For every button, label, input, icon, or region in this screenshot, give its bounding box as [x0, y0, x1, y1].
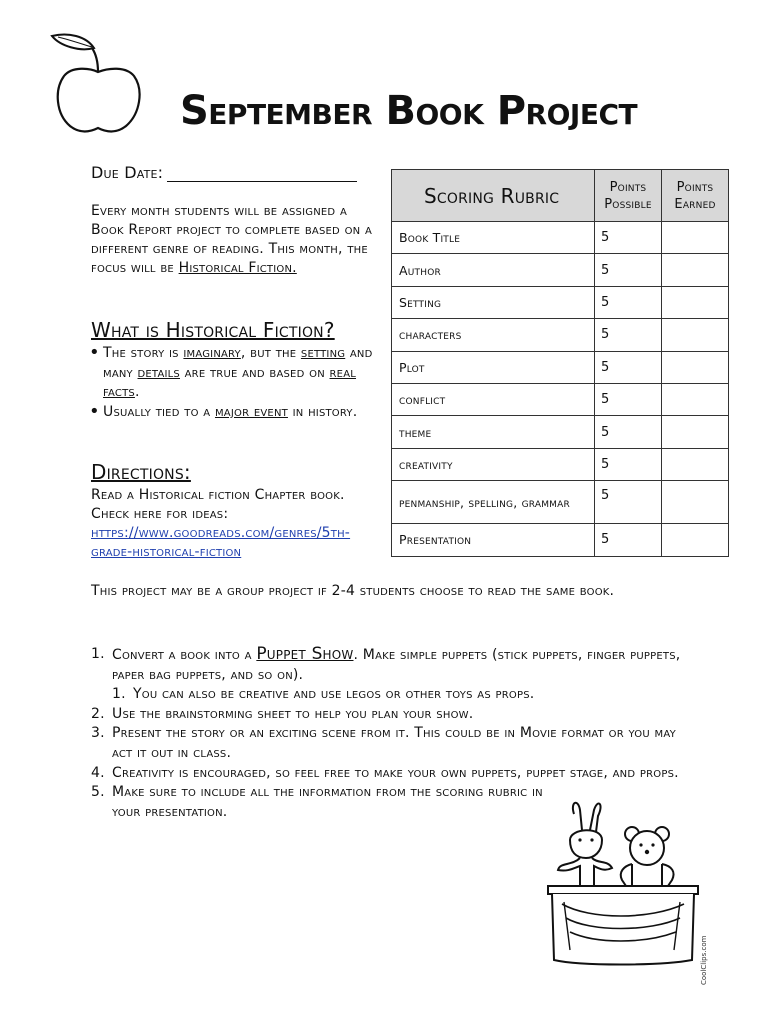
steps-list [91, 645, 691, 822]
directions-text [91, 486, 381, 562]
intro-paragraph [91, 202, 381, 278]
table-row [392, 222, 729, 254]
table-row [392, 351, 729, 383]
list-item: • Usually tied to a major event in history. [91, 403, 381, 423]
due-date-field [91, 163, 357, 182]
rubric-criterion: Setting [392, 286, 595, 318]
due-date-blank-line [167, 164, 357, 182]
rubric-title: Scoring Rubric [392, 170, 595, 222]
points-possible: 5 [595, 481, 662, 524]
directions-heading: Directions: [91, 460, 191, 484]
list-item: 1. You can also be creative and use legos or other toys as props. [112, 685, 691, 705]
rubric-criterion: Author [392, 254, 595, 286]
list-item: 1. Convert a book into a Puppet Show. Make simple puppets (stick puppets, finger puppets, paper bag puppets, and so on). 1. You can also be creative and use legos or other toys as props. [91, 645, 691, 705]
rubric-criterion: conflict [392, 383, 595, 415]
rubric-criterion: Book Title [392, 222, 595, 254]
points-possible: 5 [595, 319, 662, 351]
step-number: 3. [91, 725, 105, 742]
what-is-list [91, 344, 381, 422]
points-possible: 5 [595, 448, 662, 480]
points-possible: 5 [595, 286, 662, 318]
table-row [392, 448, 729, 480]
step-number: 5. [91, 784, 105, 801]
rubric-criterion: Presentation [392, 524, 595, 556]
list-item: • The story is imaginary, but the setting and many details are true and based on real facts. [91, 344, 381, 403]
table-row [392, 286, 729, 318]
points-earned-cell [662, 286, 729, 318]
step-number: 1. [91, 646, 105, 662]
step-number: 1. [112, 686, 126, 703]
list-item: 2. Use the brainstorming sheet to help you plan your show. [91, 705, 691, 725]
group-project-note: This project may be a group project if 2-4 students choose to read the same book. [91, 583, 615, 599]
points-possible: 5 [595, 254, 662, 286]
points-earned-cell [662, 254, 729, 286]
list-item: 4. Creativity is encouraged, so feel free to make your own puppets, puppet stage, and props. [91, 764, 691, 784]
scoring-rubric-table [391, 169, 729, 557]
table-row [392, 383, 729, 415]
points-earned-cell [662, 383, 729, 415]
table-row [392, 254, 729, 286]
points-earned-cell [662, 351, 729, 383]
points-possible: 5 [595, 416, 662, 448]
due-date-label: Due Date: [91, 163, 164, 182]
step-number: 2. [91, 705, 105, 722]
table-row [392, 319, 729, 351]
points-earned-cell [662, 416, 729, 448]
clipart-credit: CoolClips.com [700, 935, 708, 985]
directions-body: Read a Historical fiction Chapter book. Check here for ideas: [91, 487, 345, 522]
rubric-criterion: creativity [392, 448, 595, 480]
points-earned-cell [662, 481, 729, 524]
step-number: 4. [91, 764, 105, 781]
intro-text: Every month students will be assigned a Book Report project to complete based on a different genre of reading. This month, the focus will be [91, 203, 373, 276]
rubric-criterion: penmanship, spelling, grammar [392, 481, 595, 524]
list-item: 5. Make sure to include all the information from the scoring rubric in your presentation. [91, 784, 543, 820]
table-row [392, 416, 729, 448]
points-possible: 5 [595, 222, 662, 254]
points-earned-cell [662, 319, 729, 351]
points-earned-cell [662, 222, 729, 254]
rubric-criterion: characters [392, 319, 595, 351]
puppet-show-emphasis: Puppet Show [256, 644, 354, 664]
list-item: 3. Present the story or an exciting scene from it. This could be in Movie format or you may act it out in class. [91, 725, 676, 761]
points-earned-cell [662, 448, 729, 480]
puppet-show-illustration [540, 800, 700, 990]
points-possible: 5 [595, 383, 662, 415]
rubric-criterion: theme [392, 416, 595, 448]
page-title: September Book Project [180, 88, 638, 134]
points-possible: 5 [595, 351, 662, 383]
what-is-heading: What is Historical Fiction? [91, 318, 335, 342]
points-possible: 5 [595, 524, 662, 556]
rubric-criterion: Plot [392, 351, 595, 383]
apple-icon [50, 28, 150, 136]
points-possible-header: Points Possible [595, 170, 662, 222]
points-earned-cell [662, 524, 729, 556]
points-earned-header: Points Earned [662, 170, 729, 222]
table-row [392, 524, 729, 556]
table-row [392, 481, 729, 524]
intro-genre: Historical Fiction. [178, 260, 297, 276]
goodreads-link[interactable]: https://www.goodreads.com/genres/5th-grade-historical-fiction [91, 525, 351, 560]
